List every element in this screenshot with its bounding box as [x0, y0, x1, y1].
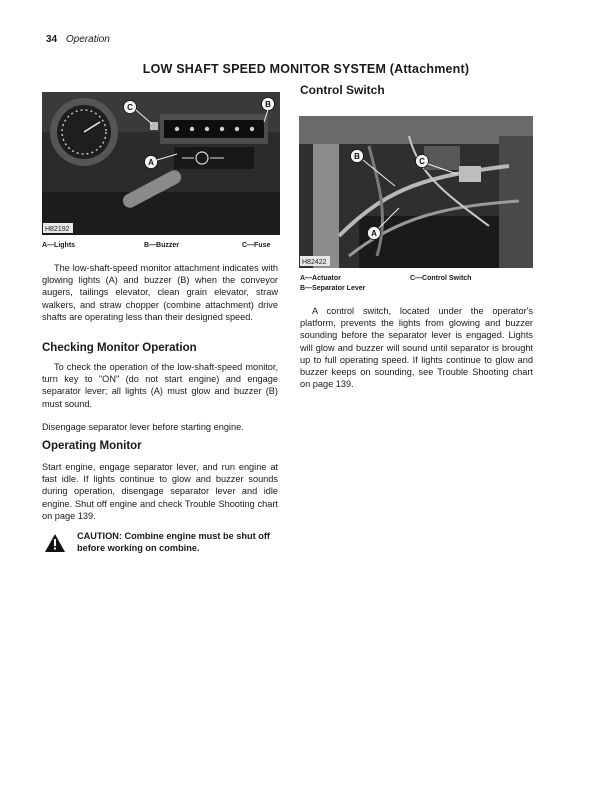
caption-control-switch: C—Control Switch — [410, 275, 472, 282]
callout-a: A — [148, 158, 154, 167]
photo-id-1: H82192 — [45, 226, 70, 233]
disengage-note: Disengage separator lever before starting engine. — [42, 422, 244, 432]
caution-text: CAUTION: Combine engine must be shut off before working on combine. — [77, 531, 270, 553]
callout-c: C — [127, 103, 133, 112]
caption-actuator: A—Actuator — [300, 275, 341, 282]
warning-triangle-icon — [45, 534, 65, 552]
callout-b: B — [265, 100, 271, 109]
callout-a-2: A — [371, 229, 377, 238]
control-switch-heading: Control Switch — [300, 83, 385, 97]
caption-lights: A—Lights — [42, 242, 76, 249]
section-name: Operation — [65, 34, 110, 45]
intro-paragraph: The low-shaft-speed monitor attachment indicates with glowing lights (A) and buzzer (B) when the conveyor augers, tailings elevator, clean grain elevator, straw walkers, and straw chopper (combine attachment) drive shafts are operating less than their designed speed. — [42, 263, 278, 322]
checking-monitor-heading: Checking Monitor Operation — [42, 342, 197, 354]
control-switch-photo — [299, 116, 533, 268]
caption-separator-lever: B—Separator Lever — [300, 285, 366, 292]
caution-box — [42, 530, 282, 556]
photo-id-2: H82422 — [302, 259, 327, 266]
callout-b-2: B — [354, 152, 360, 161]
checking-monitor-paragraph: To check the operation of the low-shaft-speed monitor, turn key to "ON" (do not start engine) and engage separator lever; all lights (A) must glow and buzzer (B) must sound. — [42, 362, 278, 409]
page-title: LOW SHAFT SPEED MONITOR SYSTEM (Attachment) — [142, 62, 470, 76]
monitor-panel-photo — [42, 92, 280, 235]
operating-monitor-paragraph: Start engine, engage separator lever, and run engine at fast idle. If lights continue to glow and buzzer sounds during operation, disengage separator lever and idle engine. Shut off engine and check Trouble Shooting chart on page 139. — [42, 462, 278, 521]
page-number: 34 — [46, 34, 58, 45]
callout-c-2: C — [419, 157, 425, 166]
caption-fuse: C—Fuse — [242, 242, 271, 249]
page-header — [46, 34, 110, 45]
caption-buzzer: B—Buzzer — [144, 242, 180, 249]
operating-monitor-heading: Operating Monitor — [42, 440, 142, 452]
control-switch-paragraph: A control switch, located under the operator's platform, prevents the lights from glowing and buzzer sounding before the separator lever is engaged. Lights will glow and buzzer will sound until separator is brought up to full operating speed. If lights continue to glow and buzzer keeps on sounding, see Trouble Shooting chart on page 139. — [300, 306, 533, 390]
